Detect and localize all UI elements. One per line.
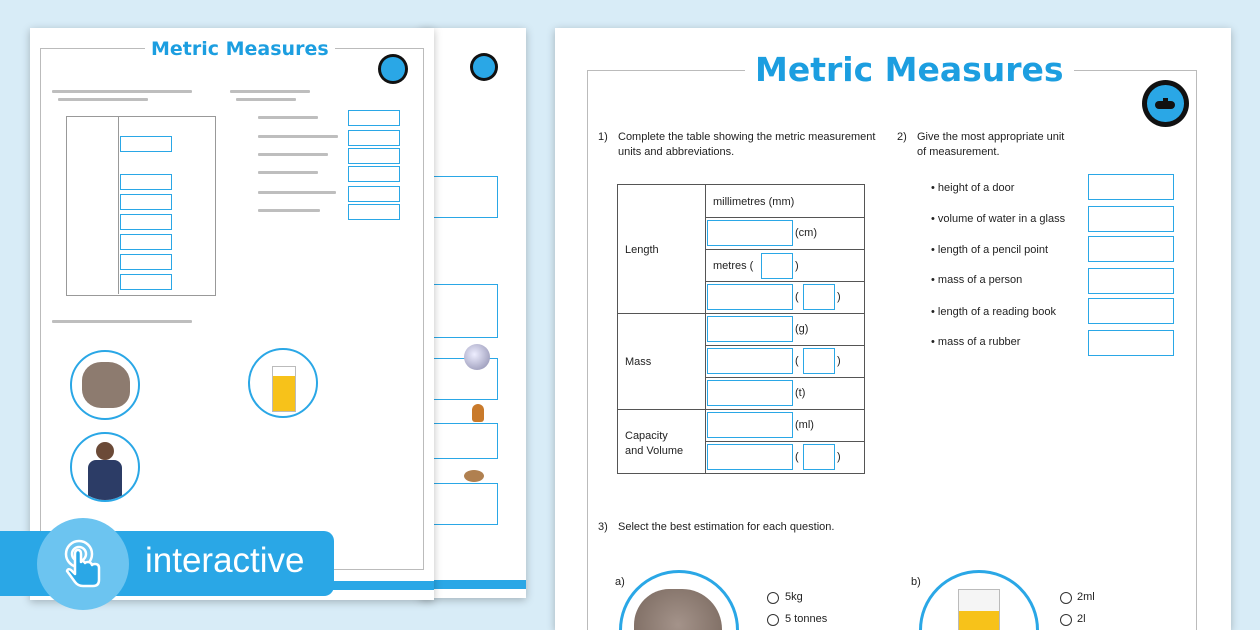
t-abbr: (t)	[795, 387, 806, 399]
answer-box-back-1	[432, 176, 498, 218]
unit-input-l[interactable]	[707, 444, 793, 470]
mass-label: Mass	[625, 356, 652, 368]
preview-title: Metric Measures	[145, 38, 335, 60]
q2-item-2: • volume of water in a glass	[931, 213, 1066, 225]
q2-item-3: • length of a pencil point	[931, 244, 1049, 256]
abbr-input-km[interactable]	[803, 284, 835, 310]
q2-answer-1[interactable]	[1088, 174, 1174, 200]
unit-input-g[interactable]	[707, 316, 793, 342]
preview-elephant-frame	[70, 350, 140, 420]
option-b-2-radio[interactable]	[1060, 614, 1072, 626]
q2-answer-2[interactable]	[1088, 206, 1174, 232]
elephant-image	[634, 589, 722, 630]
millimetres-cell: millimetres (mm)	[713, 196, 795, 208]
logo-icon	[1142, 80, 1189, 127]
abbr-input-l[interactable]	[803, 444, 835, 470]
q2-answer-3[interactable]	[1088, 236, 1174, 262]
cm-abbr: (cm)	[795, 227, 817, 239]
length-label: Length	[625, 244, 659, 256]
q2-number: 2)	[897, 131, 907, 143]
q2-item-1: • height of a door	[931, 182, 1015, 194]
bottle-icon	[472, 404, 484, 422]
q1-number: 1)	[598, 131, 608, 143]
q2-item-4: • mass of a person	[931, 274, 1023, 286]
close-paren-kg: )	[837, 355, 841, 367]
q3-part-a: a)	[615, 576, 625, 588]
unit-input-km[interactable]	[707, 284, 793, 310]
q3-instruction: Select the best estimation for each question.	[618, 521, 835, 533]
q2-answer-5[interactable]	[1088, 298, 1174, 324]
globe-icon	[464, 344, 490, 370]
option-b-2-label: 2l	[1077, 613, 1086, 625]
q2-answer-6[interactable]	[1088, 330, 1174, 356]
page-title: Metric Measures	[745, 50, 1074, 89]
g-abbr: (g)	[795, 323, 809, 335]
q2-instruction-line1: Give the most appropriate unit	[917, 131, 1065, 143]
unit-input-kg[interactable]	[707, 348, 793, 374]
option-a-2-radio[interactable]	[767, 614, 779, 626]
capacity-label-line1: Capacity	[625, 430, 668, 442]
hamster-icon	[464, 470, 484, 482]
unit-input-cm[interactable]	[707, 220, 793, 246]
close-paren-l: )	[837, 451, 841, 463]
q2-answer-4[interactable]	[1088, 268, 1174, 294]
preview-juice-frame	[248, 348, 318, 418]
open-paren-km: (	[795, 291, 799, 303]
unit-input-tonnes[interactable]	[707, 380, 793, 406]
close-paren-km: )	[837, 291, 841, 303]
option-b-1-label: 2ml	[1077, 591, 1095, 603]
q2-item-6: • mass of a rubber	[931, 336, 1021, 348]
option-a-2-label: 5 tonnes	[785, 613, 828, 625]
abbr-input-m[interactable]	[761, 253, 793, 279]
ml-abbr: (ml)	[795, 419, 814, 431]
preview-sheet	[30, 28, 434, 600]
capacity-label-line2: and Volume	[625, 445, 684, 457]
juice-glass-image	[958, 589, 1000, 630]
answer-box-back-5	[432, 483, 498, 525]
unit-input-ml[interactable]	[707, 412, 793, 438]
back-footer-bar	[420, 580, 526, 589]
option-a-1-label: 5kg	[785, 591, 803, 603]
q3-part-b: b)	[911, 576, 921, 588]
q1-instruction-line2: units and abbreviations.	[618, 146, 735, 158]
back-sheet	[420, 28, 526, 598]
logo-icon-back	[470, 53, 498, 81]
metres-word: metres (	[713, 260, 754, 272]
option-b-1-radio[interactable]	[1060, 592, 1072, 604]
q1-instruction-line1: Complete the table showing the metric measurement	[618, 131, 876, 143]
close-paren-m: )	[795, 260, 799, 272]
interactive-label: interactive	[145, 541, 305, 580]
tap-icon	[37, 518, 129, 610]
answer-box-back-2	[432, 284, 498, 338]
worksheet	[555, 28, 1231, 630]
q2-item-5: • length of a reading book	[931, 306, 1056, 318]
option-a-1-radio[interactable]	[767, 592, 779, 604]
abbr-input-kg[interactable]	[803, 348, 835, 374]
answer-box-back-3	[432, 358, 498, 400]
open-paren-l: (	[795, 451, 799, 463]
q3-number: 3)	[598, 521, 608, 533]
preview-man-frame	[70, 432, 140, 502]
open-paren-kg: (	[795, 355, 799, 367]
logo-icon-preview	[378, 54, 408, 84]
answer-box-back-4	[432, 423, 498, 459]
q2-instruction-line2: of measurement.	[917, 146, 1000, 158]
